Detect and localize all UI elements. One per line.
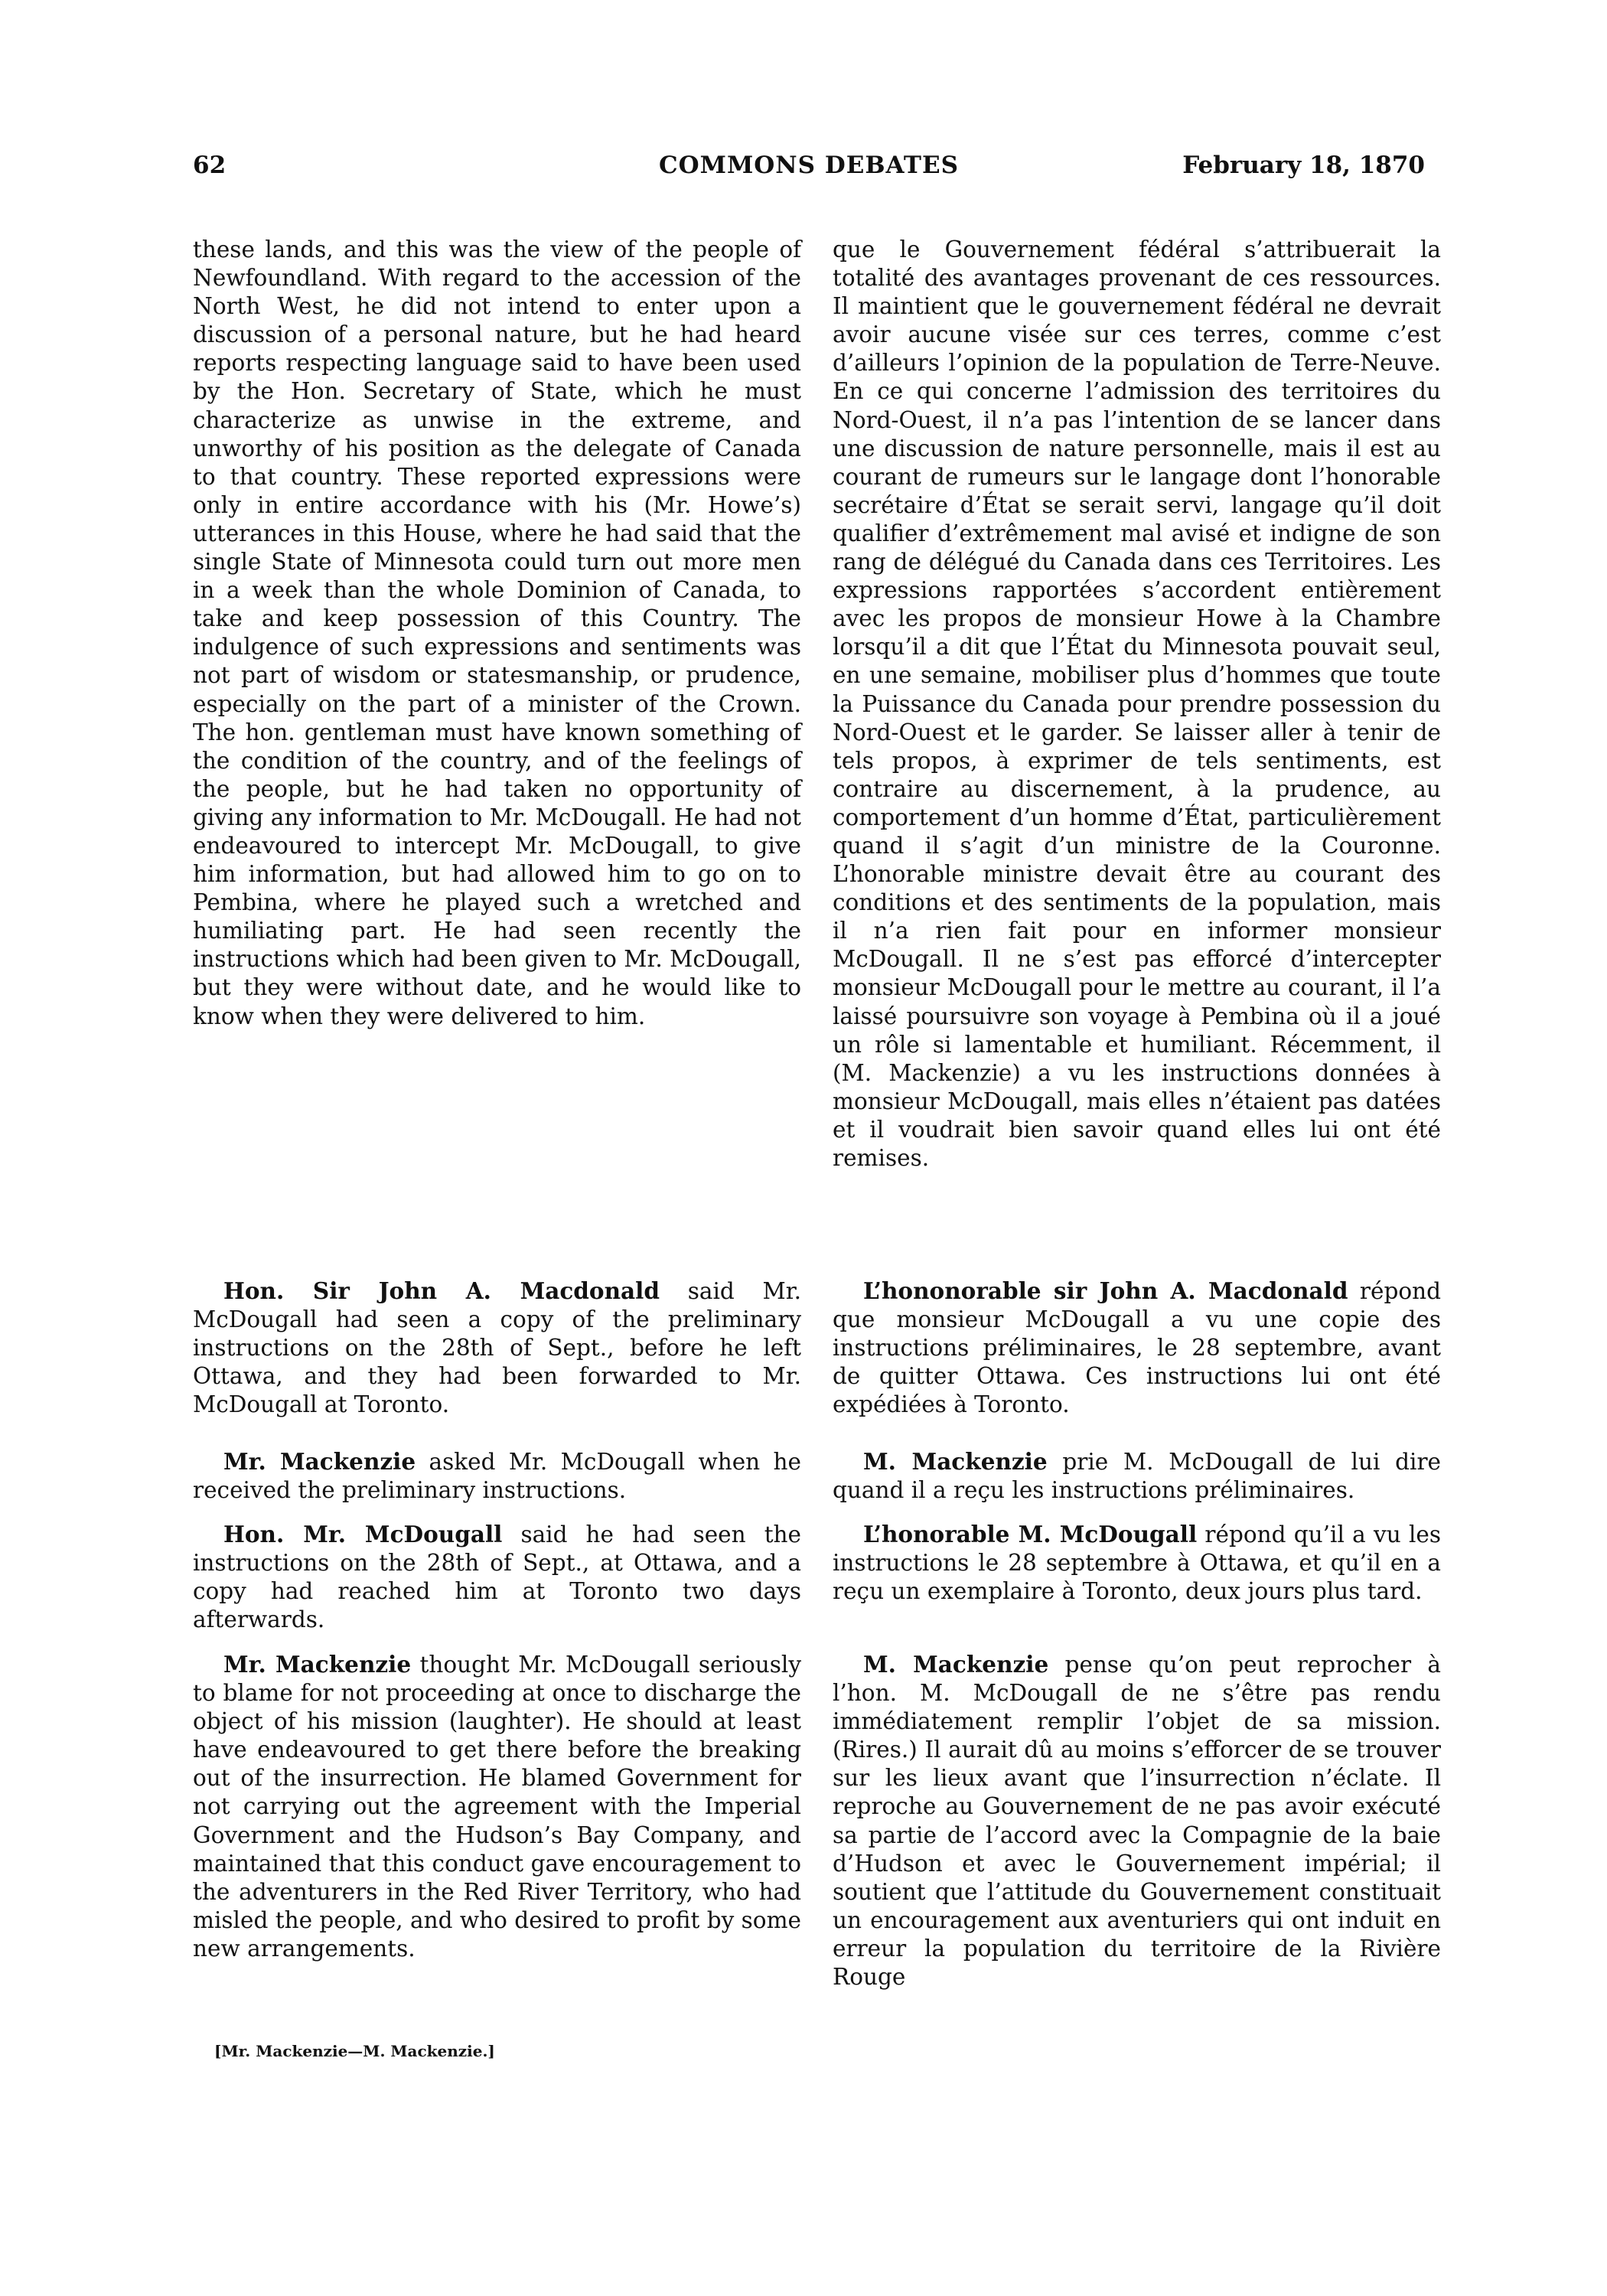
speaker-name: Hon. Sir John A. Macdonald — [223, 1277, 660, 1304]
french-speech-mcdougall — [833, 1520, 1441, 1606]
paragraph-continuation: que le Gouvernement fédéral s’attribuerait la totalité des avantages provenant de ces ressources. Il maintient que le gouvernement fédéral ne devrait avoir aucune visée sur ces terres, comme c’est d’ailleurs l’opinion de la population de Terre-Neuve. En ce qui concerne l’admission des territoires du Nord-Ouest, il n’a pas l’intention de se lancer dans une discussion de nature personnelle, mais il est au courant de rumeurs sur le langage dont l’honorable secrétaire d’État se serait servi, langage qu’il doit qualifier d’extrêmement mal avisé et indigne de son rang de délégué du Canada dans ces Territoires. Les expressions rapportées s’accordent entièrement avec les propos de monsieur Howe à la Chambre lorsqu’il a dit que l’État du Minnesota pouvait seul, en une semaine, mobiliser plus d’hommes que toute la Puissance du Canada pour prendre possession du Nord-Ouest et le garder. Se laisser aller à tenir de tels propos, à exprimer de tels sentiments, est contraire au discernement, à la prudence, au comportement d’un homme d’État, particulièrement quand il s’agit d’un ministre de la Couronne. L’honorable ministre devait être au courant des conditions et des sentiments de la population, mais il n’a rien fait pour en informer monsieur McDougall. Il ne s’est pas efforcé d’intercepter monsieur McDougall pour le mettre au courant, il l’a laissé poursuivre son voyage à Pembina où il a joué un rôle si lamentable et humiliant. Récemment, il (M. Mackenzie) a vu les instructions données à monsieur McDougall, mais elles n’étaient pas datées et il voudrait bien savoir quand elles lui ont été remises. — [833, 236, 1441, 1171]
speech-text: thought Mr. McDougall seriously to blame for not proceeding at once to discharge the object of his mission (laughter). He should at least have endeavoured to get there before the breaking out of the insurrection. He blamed Government for not carrying out the agreement with the Imperial Government and the Hudson’s Bay Company, and maintained that this conduct gave encouragement to the adventurers in the Red River Territory, who had misled the people, and who desired to profit by some new arrangements. — [193, 1652, 801, 1962]
french-column — [833, 236, 1441, 1172]
speaker-name: Mr. Mackenzie — [223, 1448, 416, 1475]
publication-title: COMMONS DEBATES — [659, 152, 959, 179]
english-speech-mcdougall — [193, 1520, 801, 1634]
french-speech-mackenzie-1 — [833, 1447, 1441, 1505]
speaker-name: M. Mackenzie — [863, 1448, 1048, 1475]
paragraph-continuation: these lands, and this was the view of the people of Newfoundland. With regard to the accession of the North West, he did not intend to enter upon a discussion of a personal nature, but he had heard reports respecting language said to have been used by the Hon. Secretary of State, which he must characterize as unwise in the extreme, and unworthy of his position as the delegate of Canada to that country. These reported expressions were only in entire accordance with his (Mr. Howe’s) utterances in this House, where he had said that the single State of Minnesota could turn out more men in a week than the whole Dominion of Canada, to take and keep possession of this Country. The indulgence of such expressions and sentiments was not part of wisdom or statesmanship, or prudence, especially on the part of a minister of the Crown. The hon. gentleman must have known something of the condition of the country, and of the feelings of the people, but he had taken no opportunity of giving any information to Mr. McDougall. He had not endeavoured to intercept Mr. McDougall, to give him information, but had allowed him to go on to Pembina, where he played such a wretched and humiliating part. He had seen recently the instructions which had been given to Mr. McDougall, but they were without date, and he would like to know when they were delivered to him. — [193, 236, 801, 1029]
english-speech-mackenzie-2 — [193, 1650, 801, 1963]
speech-text: répond qu’il a vu les instructions le 28 septembre à Ottawa, et qu’il en a reçu un exemplaire à Toronto, deux jours plus tard. — [833, 1521, 1442, 1605]
speaker-name: Hon. Mr. McDougall — [223, 1521, 503, 1548]
speech-text: said Mr. McDougall had seen a copy of the preliminary instructions on the 28th of Sept., before he left Ottawa, and they had been forwarded to Mr. McDougall at Toronto. — [193, 1278, 801, 1418]
french-speech-mackenzie-2 — [833, 1650, 1441, 1991]
french-speech-macdonald — [833, 1277, 1441, 1419]
speech-text: pense qu’on peut reprocher à l’hon. M. McDougall de ne s’être pas rendu immédiatement remplir l’objet de sa mission. (Rires.) Il aurait dû au moins s’efforcer de se trouver sur les lieux avant que l’insurrection n’éclate. Il reproche au Gouvernement de ne pas avoir exécuté sa partie de l’accord avec la Compagnie de la baie d’Hudson et avec le Gouvernement impérial; il soutient que l’attitude du Gouvernement constituait un encouragement aux aventuriers qui ont induit en erreur la population du territoire de la Rivière Rouge — [833, 1652, 1442, 1991]
speaker-name: L’hononorable sir John A. Macdonald — [863, 1277, 1348, 1304]
english-speech-macdonald — [193, 1277, 801, 1419]
speaker-name: L’honorable M. McDougall — [863, 1521, 1198, 1548]
speech-text: asked Mr. McDougall when he received the preliminary instructions. — [193, 1449, 801, 1504]
speech-text: répond que monsieur McDougall a vu une copie des instructions préliminaires, le 28 septembre, avant de quitter Ottawa. Ces instructions lui ont été expédiées à Toronto. — [833, 1278, 1441, 1418]
speech-text: prie M. McDougall de lui dire quand il a reçu les instructions préliminaires. — [833, 1449, 1442, 1504]
english-column — [193, 236, 801, 1031]
page-number: 62 — [193, 152, 227, 179]
english-speech-mackenzie-1 — [193, 1447, 801, 1505]
speaker-name: M. Mackenzie — [863, 1651, 1049, 1678]
page-header — [193, 152, 1425, 190]
speaker-name: Mr. Mackenzie — [223, 1651, 412, 1678]
speech-text: said he had seen the instructions on the 28th of Sept., at Ottawa, and a copy had reached him at Toronto two days afterwards. — [193, 1521, 802, 1633]
speaker-footnote: [Mr. Mackenzie—M. Mackenzie.] — [214, 2042, 495, 2060]
page-date: February 18, 1870 — [1182, 152, 1425, 179]
